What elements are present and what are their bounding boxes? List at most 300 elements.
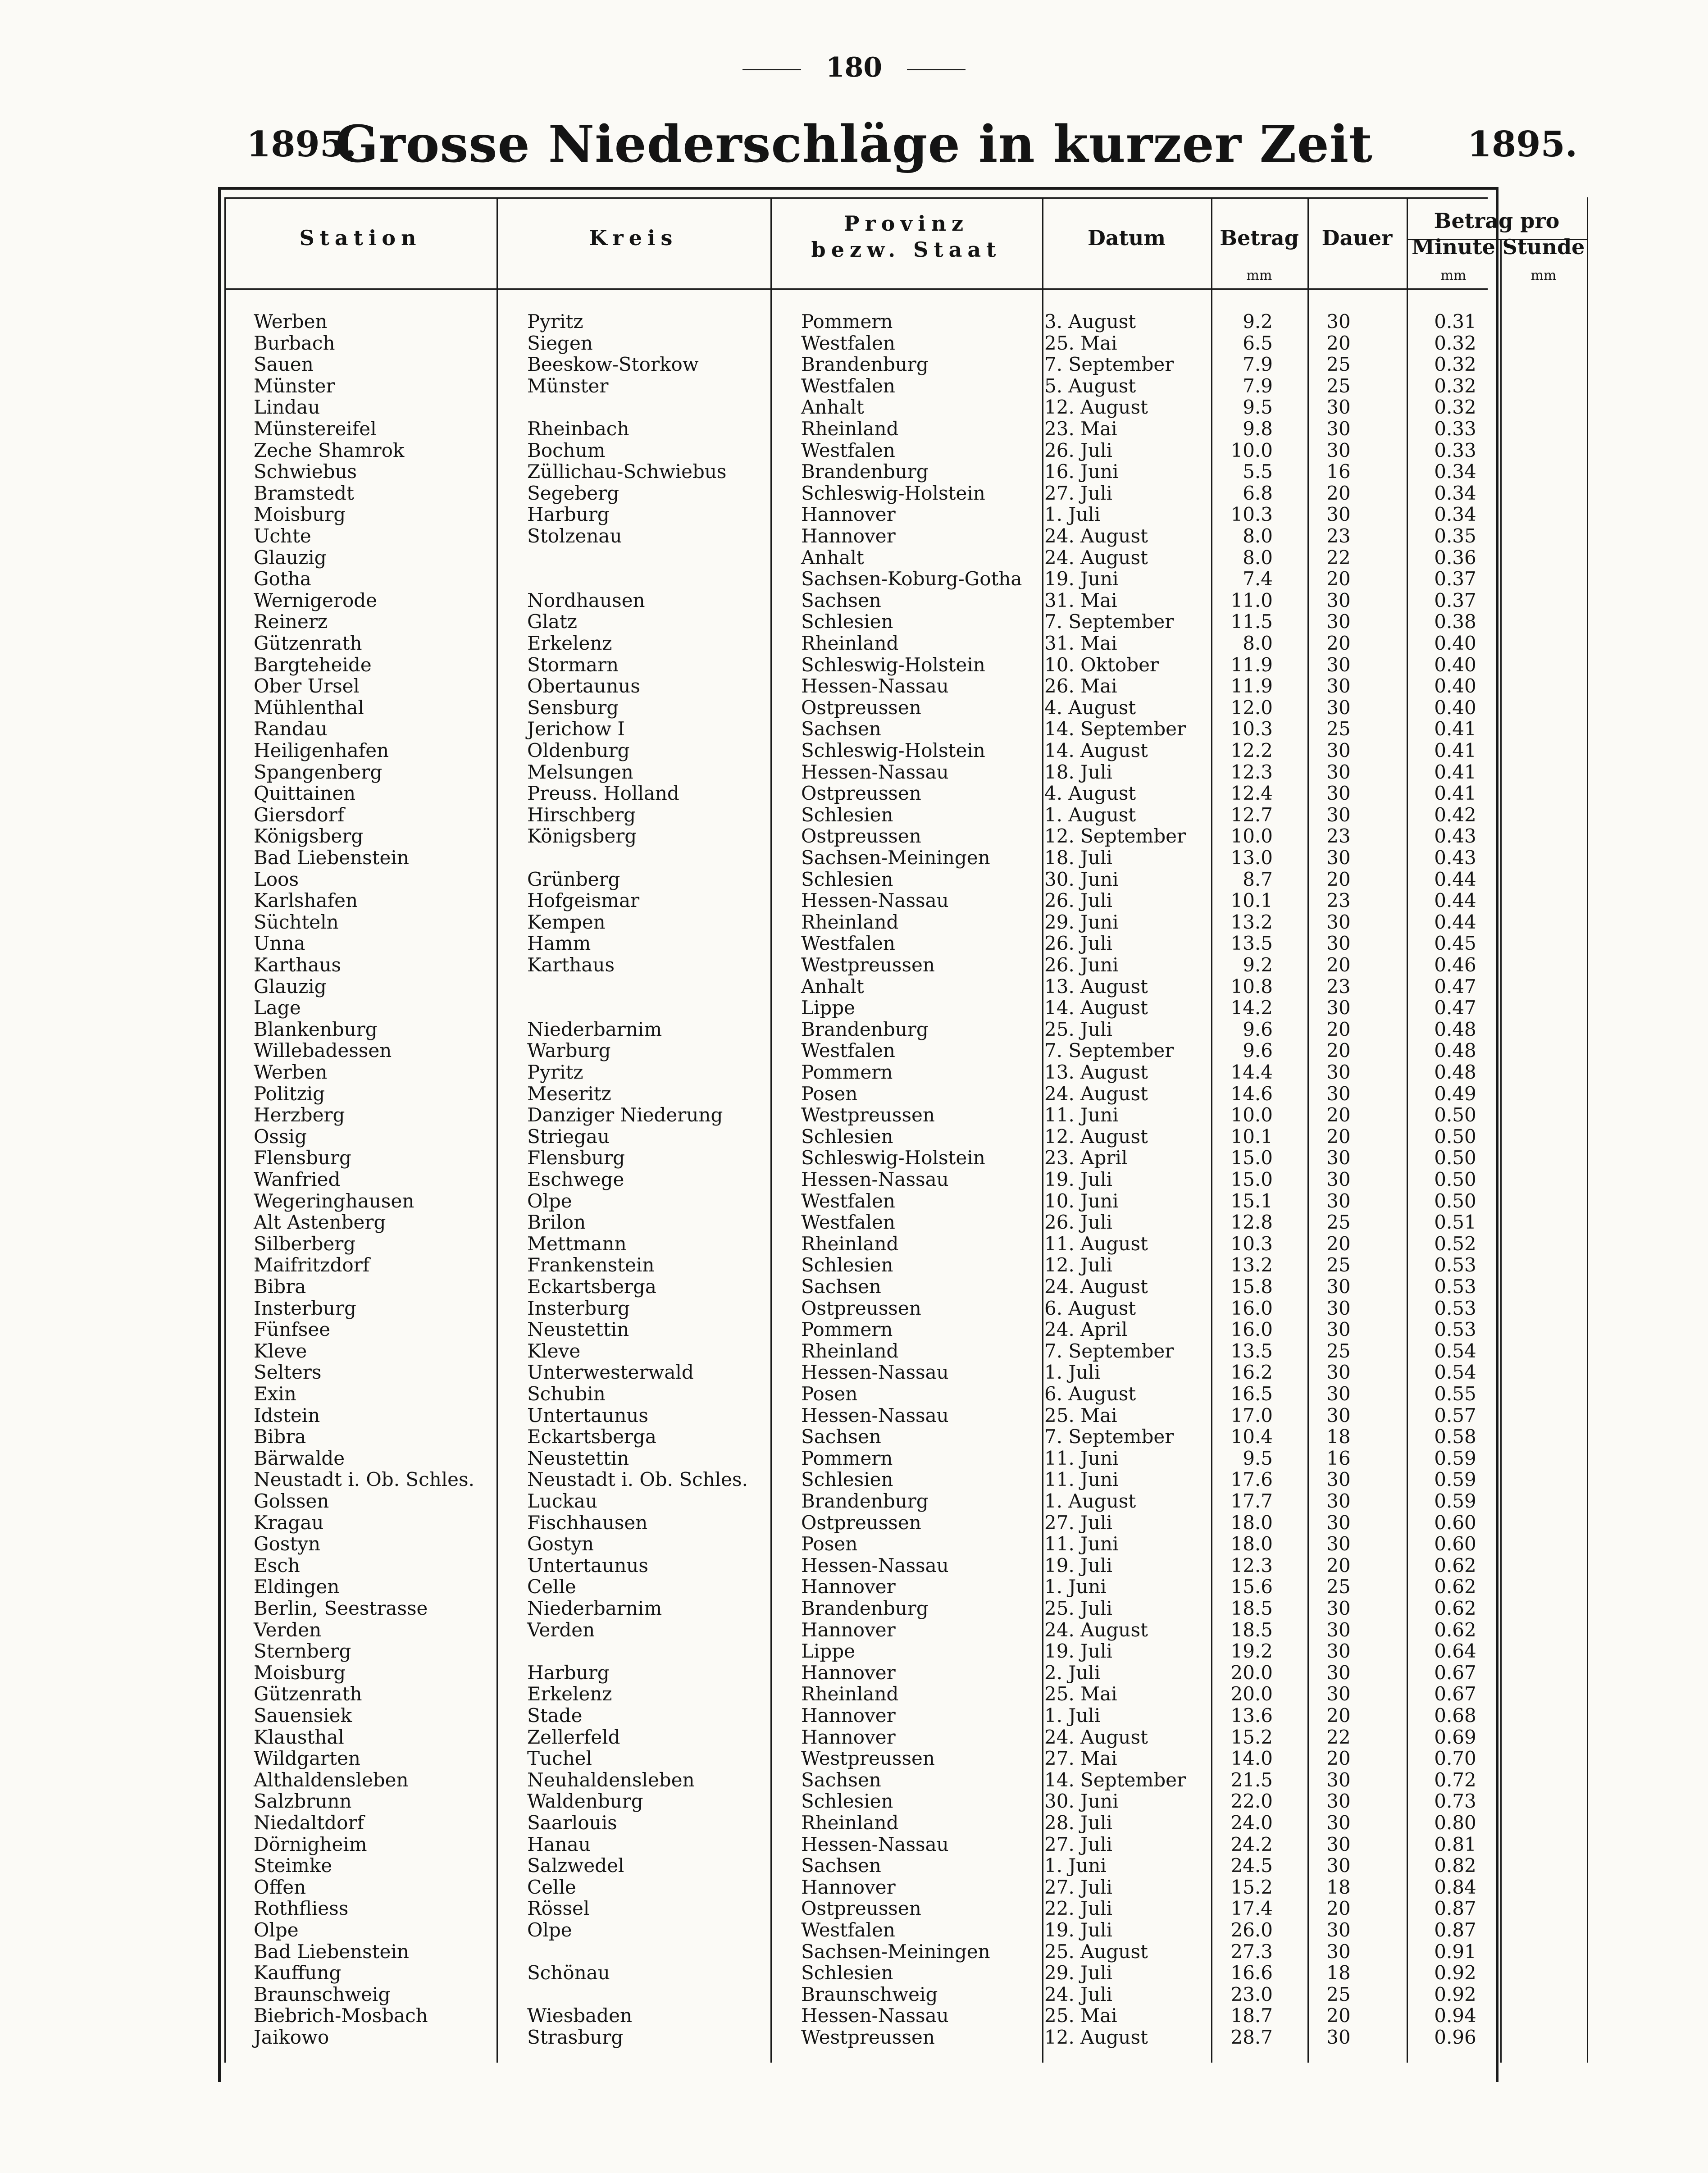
minute-cell: 0.92 [1434,1983,1476,2005]
datum-cell: 12. September [1044,825,1186,847]
provinz-cell: Sachsen-Meiningen [801,1940,990,1963]
dauer-cell: 30 [1326,1854,1351,1877]
betrag-cell: 17.6 [1230,1468,1273,1491]
header-minute: Minute [1412,235,1495,259]
table-row [0,2005,1708,2027]
station-cell: Gützenrath [254,1683,362,1705]
betrag-cell: 11.9 [1230,653,1273,676]
minute-cell: 0.84 [1434,1876,1476,1898]
dauer-cell: 30 [1326,1168,1351,1190]
table-row [0,1169,1708,1190]
provinz-cell: Lippe [801,1640,855,1663]
datum-cell: 11. Juni [1044,1447,1119,1469]
table-row [0,418,1708,440]
datum-cell: 12. August [1044,2026,1148,2048]
provinz-cell: Westfalen [801,332,895,354]
betrag-cell: 16.5 [1230,1383,1273,1405]
minute-cell: 0.50 [1434,1125,1476,1148]
provinz-cell: Hessen-Nassau [801,2004,949,2027]
betrag-cell: 8.0 [1243,525,1273,547]
table-row [0,1640,1708,1662]
table-row [0,1426,1708,1448]
minute-cell: 0.32 [1434,374,1476,397]
table-row [0,1683,1708,1705]
kreis-cell: Königsberg [527,825,637,847]
betrag-cell: 12.7 [1230,803,1273,826]
station-cell: Uchte [254,525,311,547]
dauer-cell: 25 [1326,1211,1351,1234]
betrag-cell: 14.2 [1230,997,1273,1019]
kreis-cell: Münster [527,374,609,397]
provinz-cell: Hannover [801,503,896,526]
datum-cell: 11. August [1044,1232,1148,1255]
table-row [0,1254,1708,1276]
table-row [0,1276,1708,1298]
datum-cell: 24. August [1044,546,1148,569]
table-row [0,1340,1708,1362]
provinz-cell: Pommern [801,1061,893,1083]
minute-cell: 0.40 [1434,675,1476,697]
provinz-cell: Schlesien [801,1790,893,1813]
provinz-cell: Schlesien [801,1962,893,1984]
station-cell: Karthaus [254,954,342,976]
provinz-cell: Hannover [801,1661,896,1684]
betrag-cell: 22.0 [1230,1790,1273,1813]
table-row [0,375,1708,397]
provinz-cell: Westfalen [801,1211,895,1234]
dauer-cell: 18 [1326,1426,1351,1448]
datum-cell: 27. Juli [1044,1511,1112,1534]
station-cell: Niedaltdorf [254,1812,364,1834]
minute-cell: 0.40 [1434,632,1476,654]
minute-cell: 0.87 [1434,1919,1476,1941]
station-cell: Unna [254,932,305,955]
datum-cell: 1. Juni [1044,1576,1107,1598]
station-cell: Politzig [254,1082,325,1105]
table-row [0,1748,1708,1769]
datum-cell: 22. Juli [1044,1897,1112,1920]
minute-cell: 0.53 [1434,1297,1476,1319]
dauer-cell: 20 [1326,954,1351,976]
provinz-cell: Westpreussen [801,1104,935,1126]
dauer-cell: 30 [1326,696,1351,719]
datum-cell: 27. Mai [1044,1747,1117,1770]
provinz-cell: Ostpreussen [801,825,921,847]
dauer-cell: 30 [1326,396,1351,419]
provinz-cell: Hessen-Nassau [801,1361,949,1384]
betrag-cell: 11.0 [1230,589,1273,611]
provinz-cell: Sachsen-Meiningen [801,847,990,869]
table-row [0,675,1708,697]
station-cell: Sauensiek [254,1704,352,1727]
minute-cell: 0.67 [1434,1683,1476,1705]
kreis-cell: Schönau [527,1962,610,1984]
datum-cell: 19. Juni [1044,568,1119,590]
station-cell: Kauffung [254,1962,342,1984]
provinz-cell: Hannover [801,1618,896,1641]
dauer-cell: 20 [1326,1232,1351,1255]
provinz-cell: Anhalt [801,396,864,419]
table-row [0,1598,1708,1619]
station-cell: Sternberg [254,1640,351,1663]
betrag-cell: 10.1 [1230,1125,1273,1148]
datum-cell: 25. Mai [1044,2004,1117,2027]
minute-cell: 0.48 [1434,1018,1476,1040]
minute-cell: 0.44 [1434,868,1476,890]
minute-cell: 0.51 [1434,1211,1476,1234]
minute-cell: 0.37 [1434,589,1476,611]
betrag-cell: 10.3 [1230,503,1273,526]
station-cell: Münster [254,374,335,397]
kreis-cell: Neuhaldensleben [527,1768,695,1791]
header-bottom-rule [224,288,1488,290]
minute-cell: 0.69 [1434,1726,1476,1748]
table-row [0,954,1708,976]
dauer-cell: 20 [1326,332,1351,354]
provinz-cell: Schleswig-Holstein [801,653,985,676]
kreis-cell: Frankenstein [527,1254,655,1276]
kreis-cell: Saarlouis [527,1812,617,1834]
table-row [0,483,1708,504]
kreis-cell: Niederbarnim [527,1018,662,1040]
dauer-cell: 30 [1326,997,1351,1019]
minute-cell: 0.41 [1434,718,1476,740]
betrag-cell: 24.2 [1230,1833,1273,1855]
header-rule [224,197,1488,199]
provinz-cell: Sachsen [801,1854,881,1877]
betrag-cell: 9.6 [1243,1018,1273,1040]
betrag-cell: 10.0 [1230,439,1273,461]
minute-cell: 0.70 [1434,1747,1476,1770]
minute-cell: 0.59 [1434,1468,1476,1491]
minute-cell: 0.68 [1434,1704,1476,1727]
table-row [0,440,1708,461]
header-betrag-pro: Betrag pro [1434,209,1560,233]
minute-cell: 0.81 [1434,1833,1476,1855]
datum-cell: 27. Juli [1044,1876,1112,1898]
datum-cell: 14. August [1044,997,1148,1019]
table-row [0,783,1708,804]
betrag-cell: 24.5 [1230,1854,1273,1877]
station-cell: Reinerz [254,610,328,633]
year-right: 1895. [1467,124,1577,165]
station-cell: Sauen [254,353,314,376]
minute-cell: 0.62 [1434,1554,1476,1576]
station-cell: Jaikowo [254,2026,329,2048]
station-cell: Giersdorf [254,803,345,826]
kreis-cell: Unterwesterwald [527,1361,694,1384]
datum-cell: 31. Mai [1044,632,1117,654]
provinz-cell: Anhalt [801,546,864,569]
table-row [0,825,1708,847]
table-row [0,1812,1708,1834]
kreis-cell: Untertaunus [527,1404,648,1426]
station-cell: Randau [254,718,328,740]
table-row [0,1126,1708,1148]
betrag-cell: 10.0 [1230,1104,1273,1126]
table-row [0,1233,1708,1255]
header-datum: Datum [1087,226,1166,250]
minute-cell: 0.58 [1434,1426,1476,1448]
provinz-cell: Westfalen [801,439,895,461]
betrag-cell: 13.2 [1230,1254,1273,1276]
datum-cell: 26. Mai [1044,675,1117,697]
dauer-cell: 30 [1326,782,1351,805]
station-cell: Biebrich-Mosbach [254,2004,428,2027]
betrag-cell: 26.0 [1230,1919,1273,1941]
minute-cell: 0.96 [1434,2026,1476,2048]
kreis-cell: Grünberg [527,868,620,890]
station-cell: Exin [254,1383,296,1405]
provinz-cell: Schlesien [801,1254,893,1276]
provinz-cell: Anhalt [801,975,864,998]
minute-cell: 0.62 [1434,1618,1476,1641]
provinz-cell: Sachsen-Koburg-Gotha [801,568,1022,590]
provinz-cell: Brandenburg [801,1490,929,1512]
betrag-cell: 10.8 [1230,975,1273,998]
station-cell: Gotha [254,568,311,590]
dauer-cell: 30 [1326,1597,1351,1619]
table-row [0,933,1708,954]
provinz-cell: Schleswig-Holstein [801,482,985,504]
table-row [0,1190,1708,1212]
table-row [0,611,1708,633]
table-row [0,1877,1708,1898]
provinz-cell: Hessen-Nassau [801,1168,949,1190]
kreis-cell: Kleve [527,1339,581,1362]
minute-cell: 0.38 [1434,610,1476,633]
datum-cell: 25. Juli [1044,1597,1112,1619]
kreis-cell: Hofgeismar [527,889,640,912]
kreis-cell: Nordhausen [527,589,645,611]
table-row [0,1962,1708,1984]
table-row [0,1555,1708,1576]
betrag-cell: 14.6 [1230,1082,1273,1105]
minute-cell: 0.60 [1434,1533,1476,1555]
datum-cell: 26. Juli [1044,932,1112,955]
dauer-cell: 30 [1326,1404,1351,1426]
station-cell: Bibra [254,1276,306,1298]
dauer-cell: 30 [1326,1833,1351,1855]
provinz-cell: Sachsen [801,1426,881,1448]
station-cell: Bramstedt [254,482,354,504]
dauer-cell: 30 [1326,1661,1351,1684]
datum-cell: 12. August [1044,396,1148,419]
dauer-cell: 30 [1326,1919,1351,1941]
kreis-cell: Flensburg [527,1147,625,1169]
minute-cell: 0.32 [1434,396,1476,419]
header-station: Station [299,226,422,250]
betrag-cell: 13.2 [1230,911,1273,933]
betrag-cell: 12.0 [1230,696,1273,719]
provinz-cell: Lippe [801,997,855,1019]
kreis-cell: Melsungen [527,761,633,783]
betrag-cell: 15.0 [1230,1147,1273,1169]
table-row [0,890,1708,911]
station-cell: Althaldensleben [254,1768,409,1791]
table-row [0,1383,1708,1405]
dauer-cell: 30 [1326,1276,1351,1298]
betrag-cell: 8.0 [1243,546,1273,569]
dauer-cell: 30 [1326,2026,1351,2048]
betrag-cell: 9.2 [1243,954,1273,976]
table-row [0,1469,1708,1490]
minute-cell: 0.35 [1434,525,1476,547]
table-row [0,654,1708,676]
minute-cell: 0.34 [1434,460,1476,483]
datum-cell: 24. August [1044,1726,1148,1748]
table-row [0,396,1708,418]
datum-cell: 23. Mai [1044,418,1117,440]
kreis-cell: Pyritz [527,310,583,333]
table-row [0,997,1708,1019]
minute-cell: 0.37 [1434,568,1476,590]
station-cell: Münstereifel [254,418,377,440]
station-cell: Süchteln [254,911,339,933]
dauer-cell: 20 [1326,2004,1351,2027]
betrag-cell: 15.2 [1230,1726,1273,1748]
minute-cell: 0.49 [1434,1082,1476,1105]
provinz-cell: Braunschweig [801,1983,938,2005]
table-row [0,1405,1708,1426]
station-cell: Ober Ursel [254,675,360,697]
station-cell: Werben [254,1061,328,1083]
station-cell: Wildgarten [254,1747,360,1770]
station-cell: Salzbrunn [254,1790,352,1813]
datum-cell: 14. September [1044,718,1186,740]
minute-cell: 0.94 [1434,2004,1476,2027]
minute-cell: 0.42 [1434,803,1476,826]
betrag-cell: 10.0 [1230,825,1273,847]
datum-cell: 1. August [1044,1490,1136,1512]
betrag-cell: 16.2 [1230,1361,1273,1384]
table-row [0,1083,1708,1105]
table-row [0,547,1708,569]
kreis-cell: Gostyn [527,1533,594,1555]
datum-cell: 26. Juli [1044,889,1112,912]
dauer-cell: 30 [1326,911,1351,933]
dauer-cell: 30 [1326,1383,1351,1405]
betrag-cell: 7.9 [1243,353,1273,376]
minute-cell: 0.72 [1434,1768,1476,1791]
kreis-cell: Wiesbaden [527,2004,632,2027]
datum-cell: 24. August [1044,1618,1148,1641]
kreis-cell: Celle [527,1576,576,1598]
kreis-cell: Züllichau-Schwiebus [527,460,727,483]
dauer-cell: 20 [1326,1039,1351,1062]
provinz-cell: Brandenburg [801,1018,929,1040]
header-dauer: Dauer [1321,226,1393,250]
table-row [0,869,1708,890]
dauer-cell: 30 [1326,1082,1351,1105]
betrag-cell: 18.5 [1230,1597,1273,1619]
minute-cell: 0.48 [1434,1039,1476,1062]
station-cell: Flensburg [254,1147,351,1169]
datum-cell: 2. Juli [1044,1661,1101,1684]
provinz-cell: Hessen-Nassau [801,761,949,783]
betrag-cell: 18.7 [1230,2004,1273,2027]
kreis-cell: Harburg [527,1661,610,1684]
kreis-cell: Neustadt i. Ob. Schles. [527,1468,748,1491]
minute-cell: 0.73 [1434,1790,1476,1813]
dauer-cell: 25 [1326,1983,1351,2005]
kreis-cell: Celle [527,1876,576,1898]
station-cell: Berlin, Seestrasse [254,1597,428,1619]
datum-cell: 25. Mai [1044,1404,1117,1426]
betrag-cell: 17.7 [1230,1490,1273,1512]
minute-cell: 0.47 [1434,975,1476,998]
minute-cell: 0.54 [1434,1361,1476,1384]
dauer-cell: 30 [1326,1533,1351,1555]
datum-cell: 5. August [1044,374,1136,397]
betrag-cell: 24.0 [1230,1812,1273,1834]
station-cell: Glauzig [254,546,327,569]
provinz-cell: Schleswig-Holstein [801,739,985,761]
provinz-cell: Rheinland [801,632,899,654]
betrag-cell: 15.2 [1230,1876,1273,1898]
datum-cell: 7. September [1044,1426,1174,1448]
datum-cell: 24. April [1044,1318,1128,1341]
betrag-cell: 19.2 [1230,1640,1273,1663]
kreis-cell: Preuss. Holland [527,782,679,805]
kreis-cell: Fischhausen [527,1511,648,1534]
minute-cell: 0.62 [1434,1576,1476,1598]
provinz-cell: Westfalen [801,1919,895,1941]
betrag-cell: 14.0 [1230,1747,1273,1770]
kreis-cell: Meseritz [527,1082,611,1105]
betrag-cell: 12.2 [1230,739,1273,761]
station-cell: Glauzig [254,975,327,998]
table-row [0,1941,1708,1963]
dauer-cell: 20 [1326,632,1351,654]
minute-cell: 0.31 [1434,310,1476,333]
station-cell: Wanfried [254,1168,341,1190]
datum-cell: 1. Juli [1044,503,1101,526]
station-cell: Alt Astenberg [254,1211,386,1234]
minute-cell: 0.40 [1434,653,1476,676]
dauer-cell: 30 [1326,1490,1351,1512]
betrag-cell: 15.1 [1230,1189,1273,1212]
dauer-cell: 30 [1326,847,1351,869]
dauer-cell: 20 [1326,1704,1351,1727]
station-cell: Moisburg [254,503,346,526]
station-cell: Werben [254,310,328,333]
datum-cell: 7. September [1044,610,1174,633]
datum-cell: 26. Juli [1044,439,1112,461]
kreis-cell: Stormarn [527,653,619,676]
kreis-cell: Beeskow-Storkow [527,353,699,376]
header-stunde: Stunde [1502,235,1585,259]
betrag-cell: 13.6 [1230,1704,1273,1727]
dauer-cell: 30 [1326,653,1351,676]
dauer-cell: 23 [1326,889,1351,912]
header-provinz-line1: Provinz [843,211,969,236]
provinz-cell: Hannover [801,1876,896,1898]
provinz-cell: Westfalen [801,932,895,955]
dauer-cell: 25 [1326,374,1351,397]
table-row [0,1769,1708,1791]
table-row [0,1061,1708,1083]
betrag-cell: 11.5 [1230,610,1273,633]
kreis-cell: Sensburg [527,696,619,719]
station-cell: Kragau [254,1511,324,1534]
page-title: Grosse Niederschläge in kurzer Zeit [335,115,1373,174]
minute-cell: 0.50 [1434,1147,1476,1169]
kreis-cell: Rössel [527,1897,590,1920]
dauer-cell: 16 [1326,460,1351,483]
kreis-cell: Pyritz [527,1061,583,1083]
datum-cell: 25. August [1044,1940,1148,1963]
